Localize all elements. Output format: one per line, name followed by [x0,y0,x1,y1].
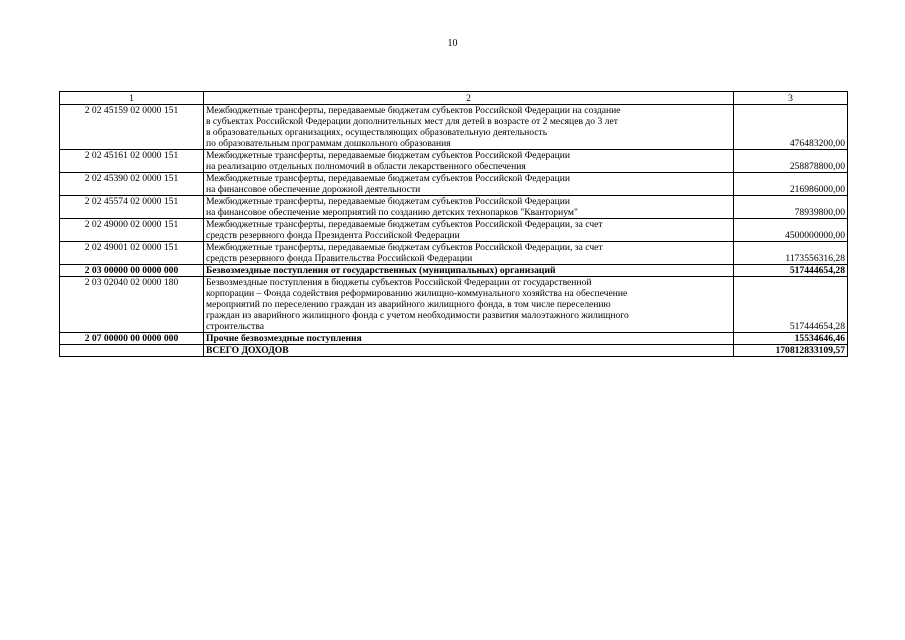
table-row [60,173,848,196]
table-row [60,345,848,357]
table-row [60,242,848,265]
amount-cell: 517444654,28 [734,277,848,333]
budget-code-cell: 2 02 45161 02 0000 151 [60,150,204,173]
table-row [60,105,848,150]
budget-code-cell: 2 02 45159 02 0000 151 [60,105,204,150]
amount-cell: 258878800,00 [734,150,848,173]
table-row [60,265,848,277]
description-cell: ВСЕГО ДОХОДОВ [204,345,734,357]
budget-code-cell [60,345,204,357]
table-header-row [60,92,848,105]
budget-code-cell: 2 03 02040 02 0000 180 [60,277,204,333]
amount-cell: 476483200,00 [734,105,848,150]
description-cell: Безвозмездные поступления от государственных (муниципальных) организаций [204,265,734,277]
description-cell: Безвозмездные поступления в бюджеты субъектов Российской Федерации от государственной корпорации – Фонда содействия реформированию жилищно-коммунального хозяйства на обеспечение мероприятий по переселению граждан из аварийного жилищного фонда, в том числе переселению граждан из аварийного жилищного фонда с учетом необходимости развития малоэтажного жилищного строительства [204,277,734,333]
budget-code-cell: 2 03 00000 00 0000 000 [60,265,204,277]
table-row [60,277,848,333]
amount-cell: 1173556316,28 [734,242,848,265]
table-row [60,150,848,173]
budget-code-cell: 2 02 45574 02 0000 151 [60,196,204,219]
description-cell: Межбюджетные трансферты, передаваемые бюджетам субъектов Российской Федерации, за счет средств резервного фонда Президента Российской Федерации [204,219,734,242]
budget-code-cell: 2 02 49000 02 0000 151 [60,219,204,242]
amount-cell: 4500000000,00 [734,219,848,242]
amount-cell: 170812833109,57 [734,345,848,357]
revenue-table-body [60,92,848,357]
amount-cell: 216986000,00 [734,173,848,196]
budget-code-cell: 2 07 00000 00 0000 000 [60,333,204,345]
column-header-2: 2 [204,92,734,105]
description-cell: Межбюджетные трансферты, передаваемые бюджетам субъектов Российской Федерации на реализацию отдельных полномочий в области лекарственного обеспечения [204,150,734,173]
table-row [60,333,848,345]
description-cell: Межбюджетные трансферты, передаваемые бюджетам субъектов Российской Федерации на финансовое обеспечение мероприятий по созданию детских технопарков "Кванториум" [204,196,734,219]
budget-code-cell: 2 02 45390 02 0000 151 [60,173,204,196]
description-cell: Межбюджетные трансферты, передаваемые бюджетам субъектов Российской Федерации, за счет средств резервного фонда Правительства Российской Федерации [204,242,734,265]
description-cell: Межбюджетные трансферты, передаваемые бюджетам субъектов Российской Федерации на создание в субъектах Российской Федерации дополнительных мест для детей в возрасте от 2 месяцев до 3 лет в образовательных организациях, осуществляющих образовательную деятельность по образовательным программам дошкольного образования [204,105,734,150]
page-number: 10 [447,38,458,49]
amount-cell: 78939800,00 [734,196,848,219]
budget-code-cell: 2 02 49001 02 0000 151 [60,242,204,265]
table-row [60,196,848,219]
description-cell: Прочие безвозмездные поступления [204,333,734,345]
amount-cell: 517444654,28 [734,265,848,277]
column-header-1: 1 [60,92,204,105]
revenue-table [59,91,848,357]
amount-cell: 15534646,46 [734,333,848,345]
description-cell: Межбюджетные трансферты, передаваемые бюджетам субъектов Российской Федерации на финансовое обеспечение дорожной деятельности [204,173,734,196]
table-row [60,219,848,242]
column-header-3: 3 [734,92,848,105]
